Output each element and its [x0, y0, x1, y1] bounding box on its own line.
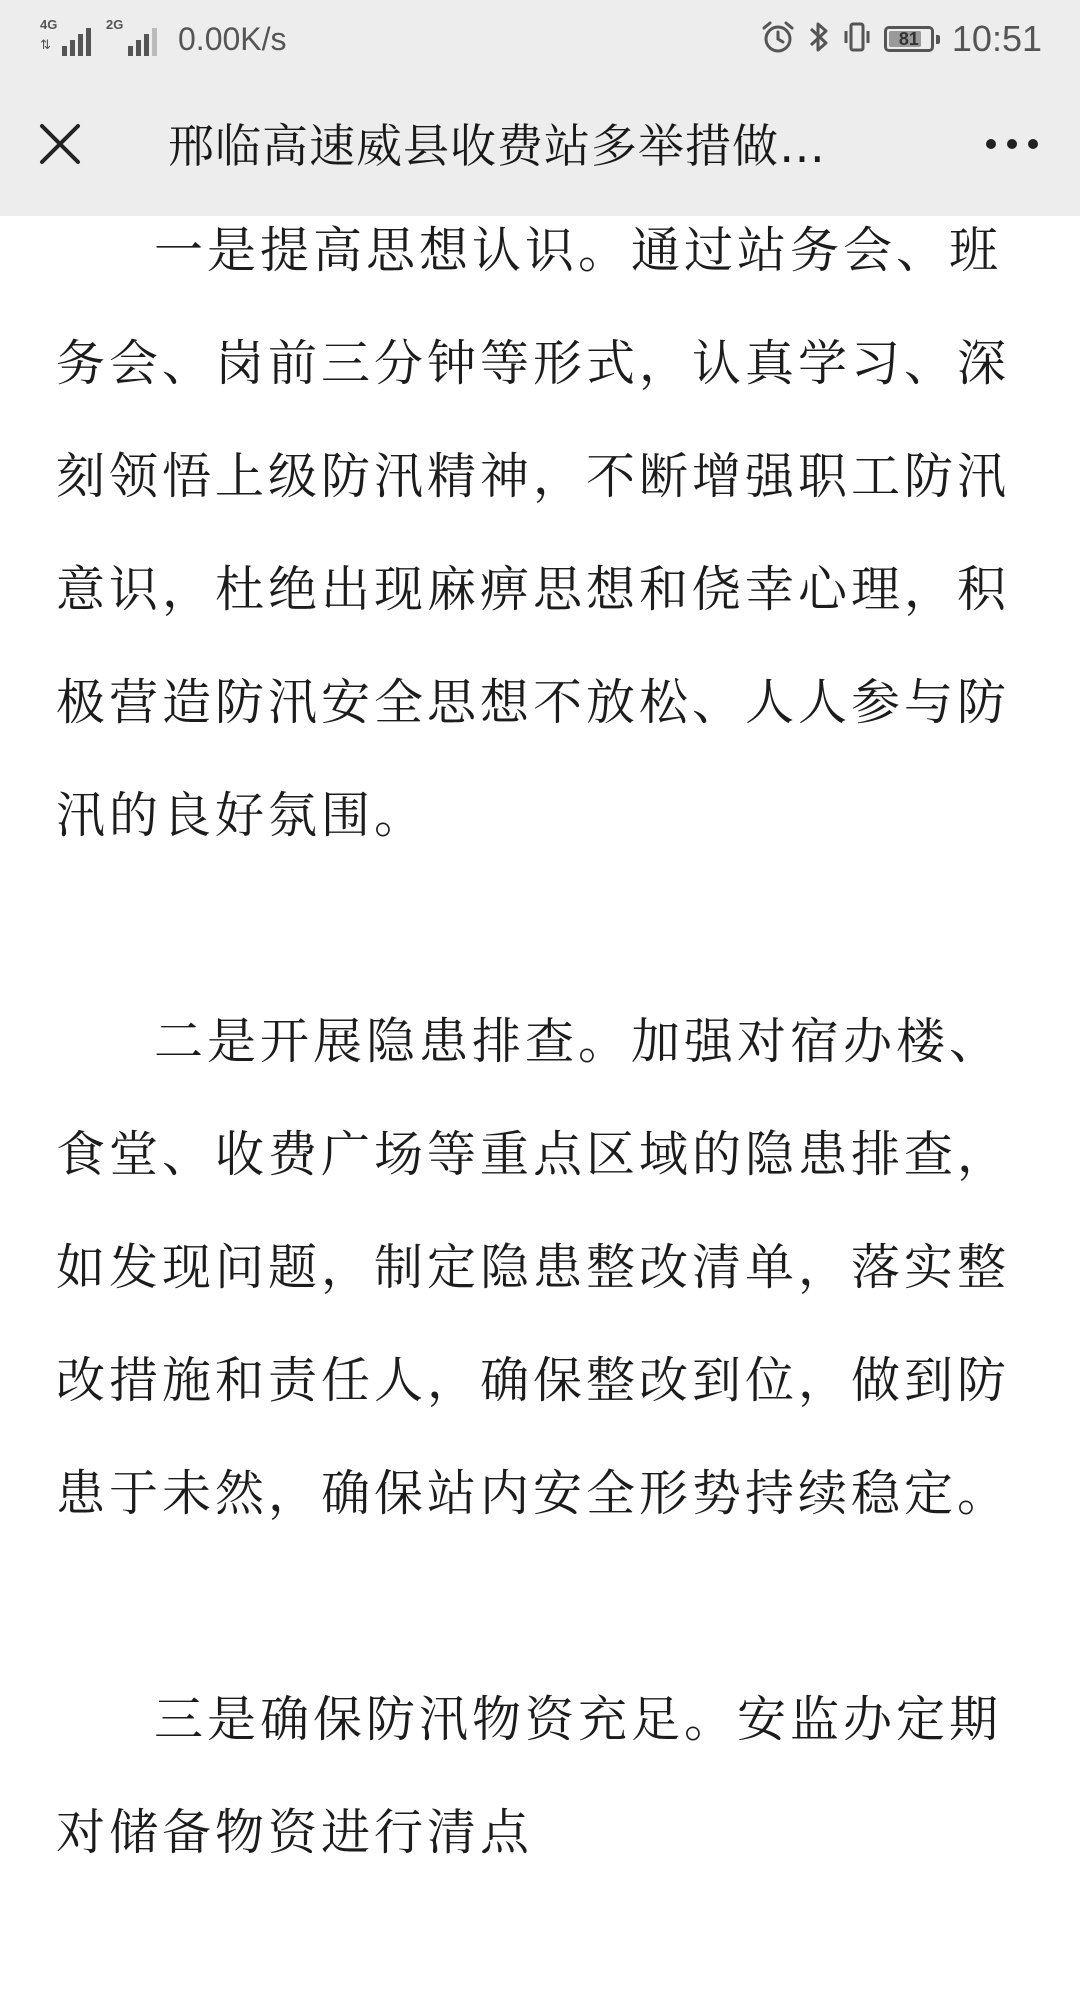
battery-level: 81 [898, 29, 919, 49]
vibrate-icon [842, 19, 872, 60]
close-icon [38, 122, 82, 166]
network-type-1: 4G [40, 17, 58, 32]
more-button[interactable] [978, 110, 1046, 178]
signal-2g-icon [106, 18, 162, 60]
article-body [56, 216, 1016, 2002]
paragraph: 一是提高思想认识。通过站务会、班务会、岗前三分钟等形式，认真学习、深刻领悟上级防汛精神，不断增强职工防汛意识，杜绝出现麻痹思想和侥幸心理，积极营造防汛安全思想不放松、人人参与防汛的良好氛围。 [56, 222, 1011, 844]
status-bar [0, 0, 1080, 76]
status-right [760, 14, 1042, 64]
signal-bars [62, 28, 91, 56]
paragraph: 二是开展隐患排查。加强对宿办楼、食堂、收费广场等重点区域的隐患排查，如发现问题，制定隐患整改清单，落实整改措施和责任人，确保整改到位，做到防患于未然，确保站内安全形势持续稳定。 [56, 1013, 1011, 1522]
network-type-2: 2G [106, 17, 124, 32]
data-arrows-icon: ⇅ [40, 37, 51, 52]
signal-4g-icon [40, 18, 96, 60]
more-icon [984, 137, 1040, 151]
network-speed: 0.00K/s [178, 21, 287, 57]
bluetooth-icon [808, 19, 830, 60]
battery-icon [884, 26, 934, 52]
signal-bars-2 [128, 28, 157, 56]
status-left [40, 14, 287, 64]
alarm-icon [760, 19, 796, 60]
clock: 10:51 [951, 18, 1042, 59]
page-title: 邢临高速威县收费站多举措做… [168, 119, 826, 173]
close-button[interactable] [26, 110, 94, 178]
paragraph: 三是确保防汛物资充足。安监办定期对储备物资进行清点 [56, 1691, 1003, 1861]
